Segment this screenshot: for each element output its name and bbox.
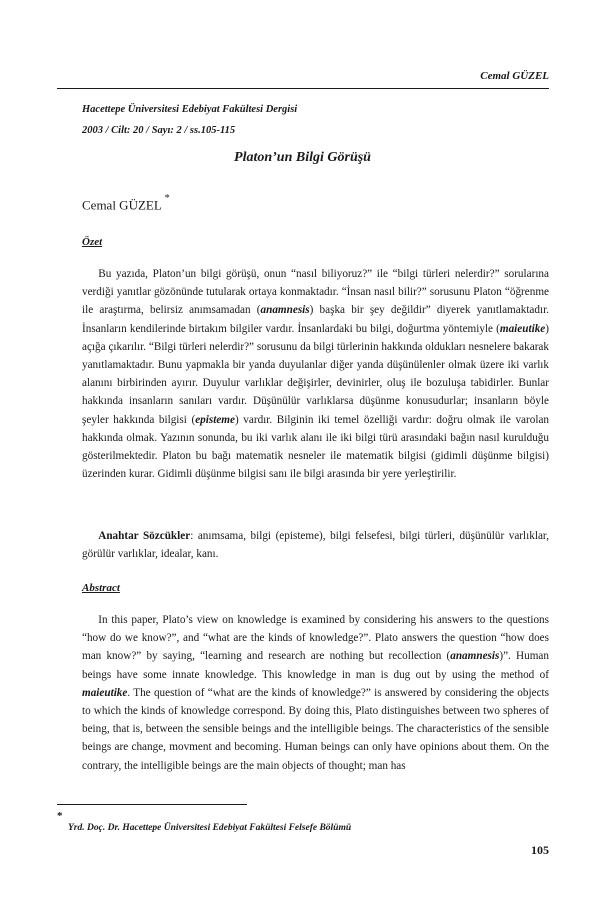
header-rule <box>57 88 549 89</box>
abstract-paragraph: In this paper, Plato’s view on knowledge is examined by considering his answers to the questions “how do we know?”, and “what are the kinds of knowledge?”. Plato answers the question “how does man know?” by saying, “learning and research are nothing but recollection (anamnesis)”. Human beings have some innate knowledge. This knowledge in man is dug out by using the method of maieutike. The question of “what are the kinds of knowledge?” is answered by considering the objects to which the kinds of knowledge correspond. By doing this, Plato distinguishes between two spheres of being, that is, between the sensible beings and the intelligible beings. The characteristics of the sensible beings are change, movment and becoming. Human beings can only have opinions about them. On the contrary, the intelligible beings are the main objects of thought; man has <box>82 614 549 772</box>
term-anamnesis-en: anamnesis <box>450 650 500 663</box>
author <box>82 193 170 213</box>
author-footnote-mark: * <box>164 193 170 204</box>
ozet-paragraph: Bu yazıda, Platon’un bilgi görüşü, onun “nasıl biliyoruz?” ile “bilgi türleri nelerdir?” sorularına verdiği yanıtlar gözönünde tutularak ortaya konmaktadır. “İnsan nasıl bilir?” sorusunu Platon “öğrenme ile araştırma, belirsiz anımsamadan (anamnesis) başka bir şey değildir” diyerek yanıtlamaktadır. İnsanların kendilerinde birtakım bilgiler vardır. İnsanlardaki bu bilgi, doğurtma yöntemiyle (maieutike) açığa çıkarılır. “Bilgi türleri nelerdir?” sorusunu da bilgi türlerinin hakkında oldukları nesnelere bakarak yanıtlamaktadır. Bunu yapmakla bir yanda duyulanlar diğer yanda düşünülenler olmak üzere iki varlık alanını birbirinden ayırır. Duyulur varlıklar değişirler, devinirler, oluş ile bozuluşa tabidirler. Bunlar hakkında insanların sanıları vardır. Düşünülür varlıklarsa düşünme konusudurlar; insanların böyle şeyler hakkında bilgisi (episteme) vardır. Bilginin iki temel özelliği vardır: doğru olmak ile varolan hakkında olmak. Yazının sonunda, bu iki varlık alanı ile iki bilgi türü arasındaki bağın nasıl kurulduğu gösterilmektedir. Platon bu bağı matematik nesneler ile matematik bilgisi (gidimli düşünme bilgisi) üzerinden kurar. Gidimli düşünme bilgisi sanı ile bilgi arasında bir yere yerleştirilir. <box>82 268 549 481</box>
abstract-heading: Abstract <box>82 582 120 594</box>
running-head: Cemal GÜZEL <box>480 70 549 82</box>
keywords-label: Anahtar Sözcükler <box>98 530 191 542</box>
ozet-heading: Özet <box>82 236 103 248</box>
journal-volume: 2003 / Cilt: 20 / Sayı: 2 / ss.105-115 <box>82 125 236 136</box>
term-maieutike: maieutike <box>499 322 546 335</box>
footnote-marker: * <box>57 810 63 822</box>
page-number: 105 <box>531 843 549 857</box>
author-name: Cemal GÜZEL <box>82 197 162 213</box>
footnote-rule <box>57 804 247 805</box>
ozet-body <box>82 265 549 483</box>
abstract-body <box>82 611 549 775</box>
journal-name: Hacettepe Üniversitesi Edebiyat Fakültesi Dergisi <box>82 104 298 115</box>
term-anamnesis: anamnesis <box>260 304 310 317</box>
term-episteme: episteme <box>195 413 235 426</box>
article-title: Platon’un Bilgi Görüşü <box>234 150 371 165</box>
keywords-paragraph <box>82 527 549 563</box>
keywords-text: : anımsama, bilgi (episteme), bilgi felsefesi, bilgi türleri, düşünülür varlıklar, görülür varlıklar, idealar, kanı. <box>82 530 549 561</box>
journal-info <box>82 99 297 141</box>
term-maieutike-en: maieutike <box>82 686 128 699</box>
keywords <box>82 527 549 563</box>
footnote-text: Yrd. Doç. Dr. Hacettepe Üniversitesi Edebiyat Fakültesi Felsefe Bölümü <box>68 823 352 833</box>
